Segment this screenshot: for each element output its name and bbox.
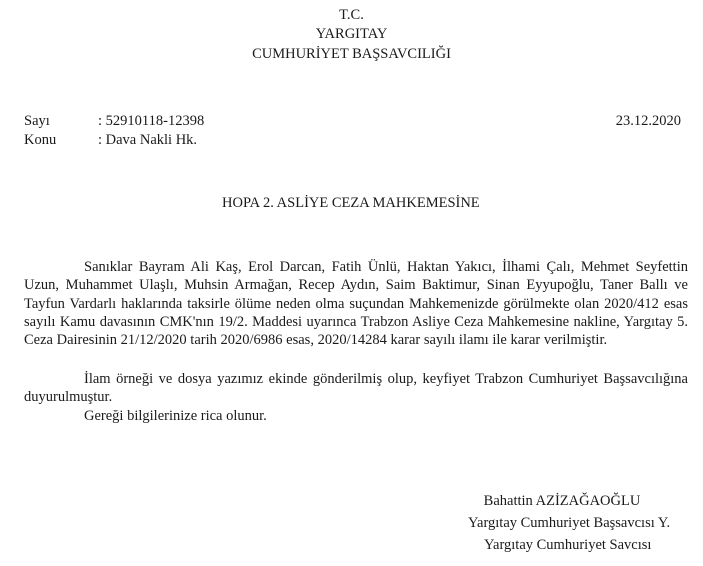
konu-label: Konu [24,132,57,148]
sayi-label: Sayı [24,113,50,129]
signer-title-1: Yargıtay Cumhuriyet Başsavcısı Y. [468,515,671,531]
signer-title-2: Yargıtay Cumhuriyet Savcısı [484,537,652,553]
body-paragraph-2: İlam örneği ve dosya yazımız ekinde gönderilmiş olup, keyfiyet Trabzon Cumhuriyet Başsavcılığına duyurulmuştur. [24,371,688,406]
header-line-cumhuriyet-bassavciligi: CUMHURİYET BAŞSAVCILIĞI [252,46,451,62]
konu-value: : Dava Nakli Hk. [98,132,198,148]
document-date: 23.12.2020 [615,113,681,129]
addressee: HOPA 2. ASLİYE CEZA MAHKEMESİNE [222,195,480,211]
sayi-value: : 52910118-12398 [98,113,205,129]
header-line-tc: T.C. [339,7,364,23]
body-paragraph-1: Sanıklar Bayram Ali Kaş, Erol Darcan, Fatih Ünlü, Haktan Yakıcı, İlhami Çalı, Mehmet Seyfettin Uzun, Muhammet Ulaşlı, Muhsin Armağan, Recep Aydın, Saim Baktimur, Sinan Eyyupoğlu, Taner Ballı ve Tayfun Vardarlı haklarında taksirle ölüme neden olma suçundan Mahkemenizde görülmekte olan 2020/412 esas sayılı Kamu davasının CMK'nın 19/2. Maddesi uyarınca Trabzon Asliye Ceza Mahkemesine nakline, Yargıtay 5. Ceza Dairesinin 21/12/2020 tarih 2020/6986 esas, 2020/14284 karar sayılı ilamı ile karar verilmiştir. [24,259,688,349]
signer-name: Bahattin AZİZAĞAOĞLU [483,493,641,509]
body-paragraph-3: Gereği bilgilerinize rica olunur. [84,408,267,424]
header-line-yargitay: YARGITAY [315,26,388,42]
